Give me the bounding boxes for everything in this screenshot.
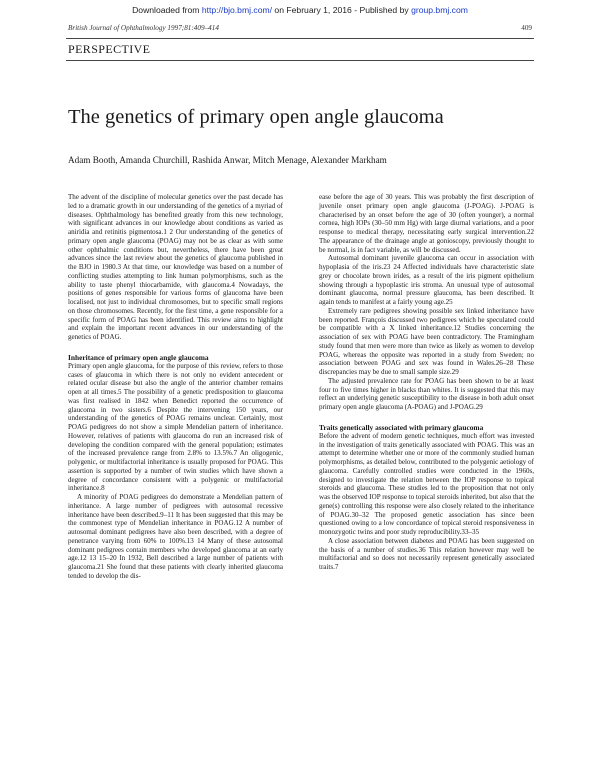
top-rule [66, 38, 534, 39]
banner-middle: on February 1, 2016 - Published by [272, 5, 412, 15]
prevalence-paragraph: The adjusted prevalence rate for POAG has been shown to be at least four to five times higher in blacks than whites. It is suggested that this may reflect an underlying genetic susceptibility to the disease in both adult onset primary open angle glaucoma (A-POAG) and J-POAG.29 [319, 376, 534, 411]
section-heading: PERSPECTIVE [68, 42, 151, 56]
traits-paragraph-2: A close association between diabetes and POAG has been suggested on the basis of a number of studies.36 This relation however may well be multifactorial and so does not necessarily represent genetically associated traits.7 [319, 536, 534, 571]
journal-citation: British Journal of Ophthalmology 1997;81:409–414 [68, 24, 219, 32]
author-list: Adam Booth, Amanda Churchill, Rashida Anwar, Mitch Menage, Alexander Markham [68, 155, 387, 165]
section-rule [66, 60, 534, 61]
download-banner [0, 5, 600, 15]
inheritance-paragraph-2: A minority of POAG pedigrees do demonstrate a Mendelian pattern of inheritance. A large number of pedigrees with autosomal recessive inheritance have been described.9–11 It has been suggested that this may be the commonest type of Mendelian inheritance in POAG.12 A number of autosomal dominant pedigrees have also been described, with a degree of penetrance varying from 60% to 100%.13 14 Many of these autosomal dominant pedigrees contain members who developed glaucoma at an early age.12 13 15–20 In 1932, Bell described a large number of patients with glaucoma.21 She found that these patients with clearly inherited glaucoma tended to develop the dis- [68, 493, 283, 580]
right-column [319, 193, 534, 572]
sex-linked-paragraph: Extremely rare pedigrees showing possible sex linked inheritance have been reported. François discussed two pedigrees which he speculated could be compatible with a X linked inheritance.12 Studies concerning the association of sex with POAG have been contradictory. The Framingham study found that men were more than twice as likely as women to develop POAG, whereas the opposite was reported in a study from Sweden; no association between POAG and sex was found in Wales.26–28 These discrepancies may be due to small sample size.29 [319, 306, 534, 376]
heading-traits: Traits genetically associated with primary glaucoma [319, 422, 484, 432]
intro-paragraph: The advent of the discipline of molecular genetics over the past decade has led to a dramatic growth in our understanding of the genetics of a myriad of diseases. Ophthalmology has benefited greatly from this new technology, with significant advances in our knowledge about conditions as varied as aniridia and retinitis pigmentosa.1 2 Our understanding of the genetics of primary open angle glaucoma (POAG) may not be as clear as with some other ophthalmic conditions but, nevertheless, there have been great advances since the last review about the genetics of glaucoma published in the BJO in 1980.3 At that time, our knowledge was based on a number of conflicting studies attempting to link human polymorphisms, such as the ability to taste phenyl thiocarbamide, with glaucoma.4 Nowadays, the positions of genes responsible for various forms of glaucoma have been localised, not just to individual chromosomes, but to specific small regions on those chromosomes. Recently, for the first time, a gene responsible for a specific form of POAG has been identified. This review aims to highlight and explain the important recent advances in our understanding of the genetics of POAG. [68, 193, 283, 341]
banner-prefix: Downloaded from [132, 5, 202, 15]
left-column [68, 193, 283, 581]
article-title: The genetics of primary open angle glaucoma [68, 106, 444, 128]
page-number: 409 [521, 24, 532, 32]
heading-inheritance: Inheritance of primary open angle glaucoma [68, 352, 209, 362]
iris-hypoplasia-paragraph: Autosomal dominant juvenile glaucoma can occur in association with hypoplasia of the iris.23 24 Affected individuals have characteristic slate grey or chocolate brown irides, as a result of the iris pigment epithelium showing through a hypoplastic iris stroma. An unusual type of autosomal dominant glaucoma, normal pressure glaucoma, has been described. It again tends to manifest at a fairly young age.25 [319, 254, 534, 306]
inheritance-paragraph-1: Primary open angle glaucoma, for the purpose of this review, refers to those cases of glaucoma in which there is not only no evident antecedent or related ocular disease but also the angle of the anterior chamber remains open at all times.5 The possibility of a genetic predisposition to glaucoma was first realised in 1842 when Benedict reported the occurrence of glaucoma in two sisters.6 Despite the intervening 150 years, our understanding of the genetics of POAG remains unclear. Certainly, most POAG pedigrees do not show a simple Mendelian pattern of inheritance. However, relatives of patients with glaucoma do run an increased risk of developing the condition compared with the general population; estimates of the increased prevalence range from 2.8% to 13.5%.7 An oligogenic, polygenic, or multifactorial inheritance is usually proposed for POAG. This assertion is supported by a number of twin studies which have shown a degree of concordance consistent with a polygenic or multifactorial inheritance.8 [68, 361, 283, 493]
traits-paragraph-1: Before the advent of modern genetic techniques, much effort was invested in the investigation of traits genetically associated with POAG. This was an attempt to determine whether one or more of the commonly studied human polymorphisms, as detailed below, contributed to the polygenic aetiology of glaucoma. Carefully controlled studies were conducted in the 1960s, designed to investigate the relation between the IOP response to topical steroids and glaucoma. These studies led to the proposition that not only was the observed IOP response to topical steroids inherited, but also that the gene(s) controlling this response were also closely related to the inheritance of POAG.30–32 The proposed genetic association has since been questioned owing to a low concordance of topical steroid responsiveness in monozygotic twins and poor study reproducibility.33–35 [319, 431, 534, 536]
publisher-link[interactable]: group.bmj.com [411, 5, 468, 15]
site-link[interactable]: http://bjo.bmj.com/ [201, 5, 273, 15]
juvenile-paragraph: ease before the age of 30 years. This was probably the first description of juvenile onset primary open angle glaucoma (J-POAG). J-POAG is characterised by an onset before the age of 30 (often younger), a normal cornea, high IOPs (30–50 mm Hg) with large diurnal variations, and a poor response to medical therapy, necessitating early surgical intervention.22 The appearance of the drainage angle at gonioscopy, previously thought to be normal, is in fact variable, as will be discussed. [319, 193, 534, 254]
